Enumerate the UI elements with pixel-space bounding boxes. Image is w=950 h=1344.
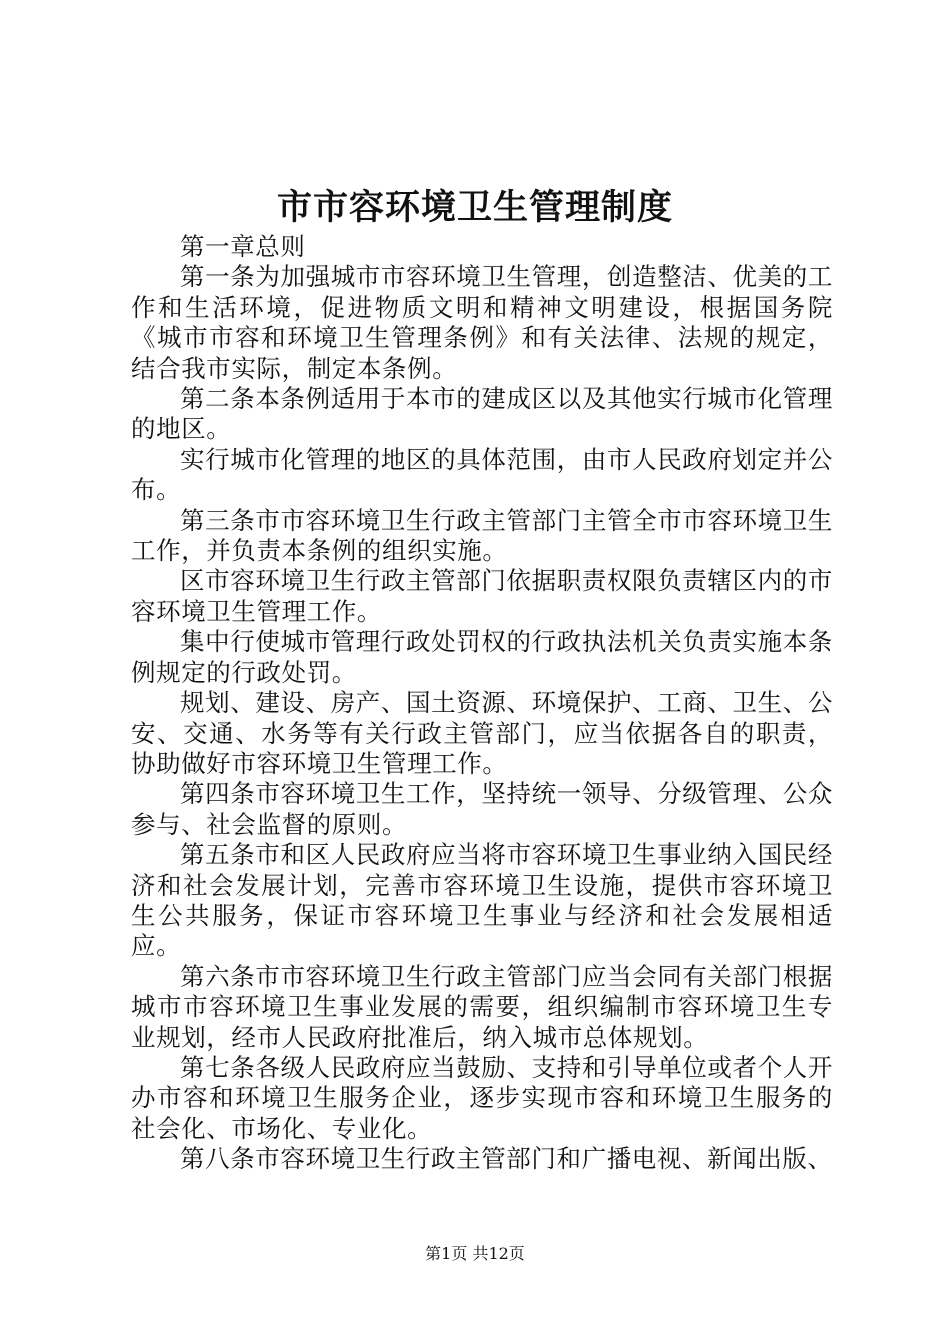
article-2-paragraph: 第二条本条例适用于本市的建成区以及其他实行城市化管理的地区。 bbox=[131, 384, 833, 444]
article-5-paragraph: 第五条市和区人民政府应当将市容环境卫生事业纳入国民经济和社会发展计划，完善市容环境卫生设施，提供市容环境卫生公共服务，保证市容环境卫生事业与经济和社会发展相适应。 bbox=[131, 840, 833, 961]
page-number: 第1页 共12页 bbox=[425, 1244, 525, 1263]
chapter-heading: 第一章总则 bbox=[180, 232, 306, 261]
article-7-paragraph: 第七条各级人民政府应当鼓励、支持和引导单位或者个人开办市容和环境卫生服务企业，逐步实现市容和环境卫生服务的社会化、市场化、专业化。 bbox=[131, 1052, 833, 1143]
document-title: 市市容环境卫生管理制度 bbox=[276, 187, 673, 228]
article-3-departments-paragraph: 规划、建设、房产、国土资源、环境保护、工商、卫生、公安、交通、水务等有关行政主管部门，应当依据各自的职责，协助做好市容环境卫生管理工作。 bbox=[131, 688, 833, 778]
article-3-enforcement-paragraph: 集中行使城市管理行政处罚权的行政执法机关负责实施本条例规定的行政处罚。 bbox=[131, 627, 833, 687]
article-1-paragraph: 第一条为加强城市市容环境卫生管理，创造整洁、优美的工作和生活环境，促进物质文明和精神文明建设，根据国务院《城市市容和环境卫生管理条例》和有关法律、法规的规定，结合我市实际，制定本条例。 bbox=[131, 262, 833, 383]
article-3-district-paragraph: 区市容环境卫生行政主管部门依据职责权限负责辖区内的市容环境卫生管理工作。 bbox=[131, 566, 833, 626]
article-3-paragraph: 第三条市市容环境卫生行政主管部门主管全市市容环境卫生工作，并负责本条例的组织实施。 bbox=[131, 505, 833, 566]
article-6-paragraph: 第六条市市容环境卫生行政主管部门应当会同有关部门根据城市市容环境卫生事业发展的需要，组织编制市容环境卫生专业规划，经市人民政府批准后，纳入城市总体规划。 bbox=[131, 961, 833, 1052]
article-4-paragraph: 第四条市容环境卫生工作，坚持统一领导、分级管理、公众参与、社会监督的原则。 bbox=[131, 779, 833, 839]
article-2-scope-paragraph: 实行城市化管理的地区的具体范围，由市人民政府划定并公布。 bbox=[131, 444, 833, 505]
article-8-paragraph: 第八条市容环境卫生行政主管部门和广播电视、新闻出版、 bbox=[180, 1144, 833, 1174]
document-body bbox=[131, 232, 833, 1175]
